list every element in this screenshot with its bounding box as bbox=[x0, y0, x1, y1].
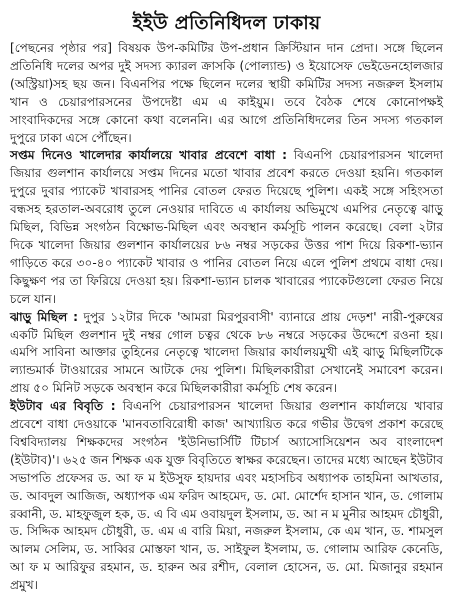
paragraph-3-subhead: ঝাড়ু মিছিল : bbox=[10, 309, 79, 324]
article-headline: ইইউ প্রতিনিধিদল ঢাকায় bbox=[132, 12, 321, 34]
paragraph-3-body: দুপুর ১২টার দিকে 'আমরা মিরপুরবাসী' ব্যানারে প্রায় দেড়শ' নারী-পুরুষের একটি মিছিল গুলশান দুই নম্বর গোল চত্বর থেকে ৮৬ নম্বরে সড়কের উদ্দেশে রওনা হয়। এমপি সাবিনা আক্তার তুহিনের নেতৃত্বে খালেদা জিয়ার কার্যালয়মুখী এই ঝাড়ু মিছিলটিকে ল্যান্ডমার্ক টাওয়ারের সামনে আটকে দেয় পুলিশ। মিছিলকারীরা সেখানেই সমাবেশ করেন। প্রায় ৫০ মিনিট সড়কে অবস্থান করে মিছিলকারীরা কর্মসূচি শেষ করেন। bbox=[10, 309, 443, 396]
article-paragraph-3 bbox=[10, 309, 443, 399]
paragraph-4-subhead: ইউটাব এর বিবৃতি : bbox=[10, 399, 116, 414]
paragraph-2-body: বিএনপি চেয়ারপারসন খালেদা জিয়ার গুলশান কার্যালয়ে সপ্তম দিনের মতো খাবার প্রবেশ করতে দেওয়া হয়নি। গতকাল দুপুরে দুবার প্যাকেট খাবারসহ পানির বোতল ফেরত দিয়েছে পুলিশ। একই সঙ্গে সহিংসতা বন্ধসহ হরতাল-অবরোধ তুলে নেওয়ার দাবিতে এ কার্যালয় অভিমুখে এমপির নেতৃত্বে ঝাড়ু মিছিল, বিভিন্ন সংগঠন বিক্ষোভ-মিছিল এবং অবস্থান কর্মসূচি পালন করেছে। বেলা ২টার দিকে খালেদা জিয়ার গুলশান কার্যালয়ের ৮৬ নম্বর সড়কের উত্তর পাশ দিয়ে রিকশা-ভ্যান গাড়িতে করে ৩০-৪০ প্যাকেট খাবার ও পানির বোতল নিয়ে এলে পুলিশ প্রথমে বাধা দেয়। কিছুক্ষণ পর তা ফিরিয়ে দেওয়া হয়। রিকশা-ভ্যান চালক খাবারের প্যাকেটগুলো ফেরত নিয়ে চলে যান। bbox=[10, 148, 443, 306]
article-paragraph-4 bbox=[10, 398, 443, 595]
article-paragraph-1 bbox=[10, 40, 443, 147]
article-paragraph-2 bbox=[10, 147, 443, 308]
paragraph-4-body: বিএনপি চেয়ারপারসন খালেদা জিয়ার গুলশান কার্যালয়ে খাবার প্রবেশে বাধা দেওয়াকে 'মানবতাবিরোধী কাজ' আখ্যায়িত করে গভীর উদ্বেগ প্রকাশ করেছে বিশ্ববিদ্যালয় শিক্ষকদের সংগঠন 'ইউনিভার্সিটি টিচার্স অ্যাসোসিয়েশন অব বাংলাদেশ (ইউটাব)'। ৬২৫ জন শিক্ষক এক যুক্ত বিবৃতিতে স্বাক্ষর করেছেন। তাদের মধ্যে আছেন ইউটাব সভাপতি প্রফেসর ড. আ ফ ম ইউসুফ হায়দার এবং মহাসচিব অধ্যাপক তাহমিনা আখতার, ড. আবদুল আজিজ, অধ্যাপক এম ফরিদ আহমেদ, ড. মো. মোর্শেদ হাসান খান, ড. গোলাম রব্বানী, ড. মাহফুজুল হক, ড. এ বি এম ওবায়দুল ইসলাম, ড. আ ন ম মুনীর আহমদ চৌধুরী, ড. সিদ্দিক আহমদ চৌধুরী, ড. এম এ বারি মিয়া, নজরুল ইসলাম, কে এম খান, ড. শামসুল আলম সেলিম, ড. সাব্বির মোস্তফা খান, ড. সাইফুল ইসলাম, ড. গোলাম আরিফ কেনেডি, আ ফ ম আরিফুর রহমান, ড. হারুন অর রশীদ, বেলাল হোসেন, ড. মো. মিজানুর রহমান প্রমুখ। bbox=[10, 399, 444, 593]
paragraph-1-body: [পেছনের পৃষ্ঠার পর] বিষয়ক উপ-কমিটির উপ-প্রধান ক্রিস্টিয়ান দান প্রেদা। সঙ্গে ছিলেন প্রতিনিধি দলের অপর দুই সদস্য ক্যারল ক্রাসকি (পোল্যান্ড) ও ইয়োসেফ ভেইডেনহোলজার (অস্ট্রিয়া)সহ ছয় জন। বিএনপির পক্ষে ছিলেন দলের স্থায়ী কমিটির সদস্য নজরুল ইসলাম খান ও চেয়ারপারসনের উপদেষ্টা এম এ কাইয়ুম। তবে বৈঠক শেষে কোনোপক্ষই সাংবাদিকদের সঙ্গে কোনো কথা বলেননি। এর আগে প্রতিনিধিদলের তিন সদস্য গতকাল দুপুরে ঢাকা এসে পৌঁছেন। bbox=[10, 41, 443, 145]
paragraph-2-subhead: সপ্তম দিনেও খালেদার কার্যালয়ে খাবার প্রবেশে বাধা : bbox=[10, 148, 287, 163]
